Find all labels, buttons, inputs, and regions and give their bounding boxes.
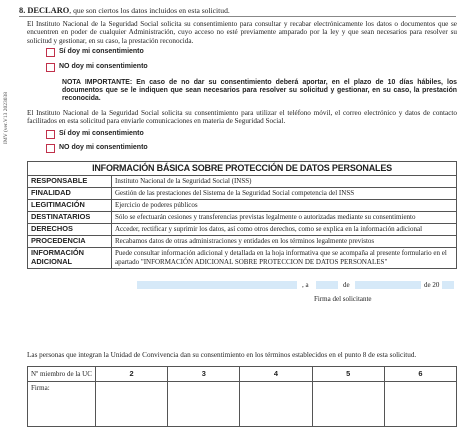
consent-2-yes-label: Sí doy mi consentimiento bbox=[59, 130, 144, 138]
section-title: 8. DECLARO, que son ciertos los datos incluidos en esta solicitud. bbox=[19, 6, 230, 15]
table-row bbox=[28, 235, 457, 247]
row-value: Ejercicio de poderes públicos bbox=[112, 199, 457, 211]
row-key: FINALIDAD bbox=[28, 187, 112, 199]
member-number-header: Nº miembro de la UC bbox=[28, 367, 96, 382]
member-col-4: 4 bbox=[240, 367, 312, 382]
table-row bbox=[28, 247, 457, 268]
member-signature-cell[interactable] bbox=[384, 382, 456, 427]
data-protection-table bbox=[27, 161, 457, 269]
consent-1-yes-label: Sí doy mi consentimiento bbox=[59, 48, 144, 56]
members-intro: Las personas que integran la Unidad de Convivencia dan su consentimiento en los términos establecidos en el punto 8 de esta solicitud. bbox=[27, 351, 417, 359]
row-key: LEGITIMACIÓN bbox=[28, 199, 112, 211]
row-value: Recabamos datos de otras administraciones y entidades en los términos legalmente previstos bbox=[112, 235, 457, 247]
date-separator-year: de 20 bbox=[424, 281, 440, 289]
row-value: Gestión de las prestaciones del Sistema de la Seguridad Social competencia del INSS bbox=[112, 187, 457, 199]
members-table bbox=[27, 366, 457, 427]
consent-2-no-label: NO doy mi consentimiento bbox=[59, 144, 148, 152]
row-value: Sólo se efectuarán cesiones y transferencias previstas legalmente o autorizadas mediante su consentimiento bbox=[112, 211, 457, 223]
row-value: Acceder, rectificar y suprimir los datos, así como otros derechos, como se explica en la información adicional bbox=[112, 223, 457, 235]
table-row bbox=[28, 199, 457, 211]
year-field[interactable] bbox=[442, 281, 454, 289]
row-value: Puede consultar información adicional y detallada en la hoja informativa que se acompaña al presente formulario en el apartado "INFORMACIÓN ADICIONAL SOBRE PROTECCION DE DATOS PERSONALES" bbox=[112, 247, 457, 268]
table-row bbox=[28, 175, 457, 187]
form-code: IMV (ver.V13 2023038 bbox=[3, 92, 9, 144]
date-separator-a: , a bbox=[302, 281, 309, 289]
row-key: INFORMACIÓN ADICIONAL bbox=[28, 247, 112, 268]
member-col-2: 2 bbox=[96, 367, 168, 382]
consent-2-yes-checkbox[interactable] bbox=[46, 130, 55, 139]
table-row bbox=[28, 223, 457, 235]
member-signature-label: Firma: bbox=[28, 382, 96, 427]
member-col-3: 3 bbox=[168, 367, 240, 382]
member-col-6: 6 bbox=[384, 367, 456, 382]
consent-1-no-checkbox[interactable] bbox=[46, 63, 55, 72]
consent-2-text: El Instituto Nacional de la Seguridad Social solicita su consentimiento para utilizar el teléfono móvil, el correo electrónico y datos de contacto facilitados en esta solicitud para enviarle comunicaciones en materia de Seguridad Social. bbox=[27, 109, 457, 126]
consent-1-yes-row bbox=[46, 48, 144, 57]
consent-1-text: El Instituto Nacional de la Seguridad Social solicita su consentimiento para consultar y recabar electrónicamente los datos o documentos que se encuentren en poder de cualquier Administración, cuyo acceso no esté previamente amparado por la ley y que sean necesarios para resolver su solicitud y gestionar, en su caso, la prestación reconocida. bbox=[27, 20, 457, 45]
row-value: Instituto Nacional de la Seguridad Social (INSS) bbox=[112, 175, 457, 187]
members-header-row bbox=[28, 367, 457, 382]
row-key: DERECHOS bbox=[28, 223, 112, 235]
table-row bbox=[28, 187, 457, 199]
month-field[interactable] bbox=[355, 281, 421, 289]
row-key: DESTINATARIOS bbox=[28, 211, 112, 223]
consent-2-no-row bbox=[46, 144, 148, 153]
table-row bbox=[28, 211, 457, 223]
divider bbox=[19, 16, 456, 17]
member-signature-cell[interactable] bbox=[312, 382, 384, 427]
member-col-5: 5 bbox=[312, 367, 384, 382]
consent-2-yes-row bbox=[46, 130, 144, 139]
consent-2-no-checkbox[interactable] bbox=[46, 144, 55, 153]
row-key: RESPONSABLE bbox=[28, 175, 112, 187]
consent-1-no-label: NO doy mi consentimiento bbox=[59, 63, 148, 71]
members-signature-row bbox=[28, 382, 457, 427]
member-signature-cell[interactable] bbox=[240, 382, 312, 427]
member-signature-cell[interactable] bbox=[96, 382, 168, 427]
consent-1-no-row bbox=[46, 63, 148, 72]
consent-1-yes-checkbox[interactable] bbox=[46, 48, 55, 57]
day-field[interactable] bbox=[316, 281, 338, 289]
important-note bbox=[62, 79, 457, 103]
data-protection-title: INFORMACIÓN BÁSICA SOBRE PROTECCIÓN DE DATOS PERSONALES bbox=[28, 162, 457, 176]
signature-label: Firma del solicitante bbox=[314, 295, 372, 303]
row-key: PROCEDENCIA bbox=[28, 235, 112, 247]
note-label: NOTA IMPORTANTE: bbox=[62, 79, 133, 86]
member-signature-cell[interactable] bbox=[168, 382, 240, 427]
place-field[interactable] bbox=[137, 281, 297, 289]
date-separator-de: de bbox=[343, 281, 350, 289]
note-text: En caso de no dar su consentimiento deberá aportar, en el plazo de 10 días hábiles, los documentos que se le indiquen que sean necesarios para resolver su solicitud y gestionar, en su caso, la prestación reconocida. bbox=[62, 79, 457, 103]
